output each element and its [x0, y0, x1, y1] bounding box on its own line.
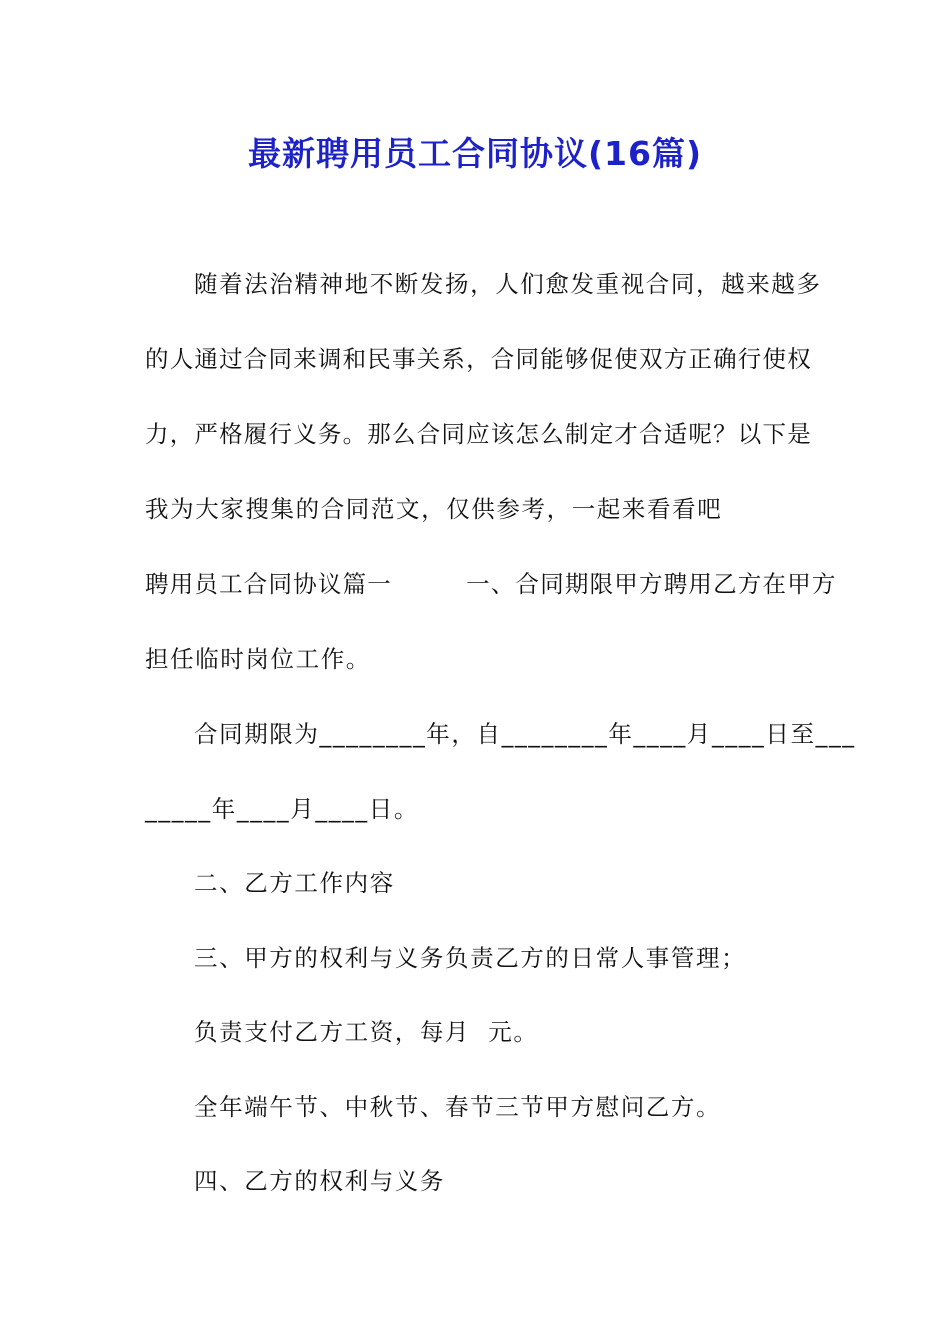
paragraph-line: _____年____月____日。: [145, 795, 419, 823]
paragraph-line: 我为大家搜集的合同范文，仅供参考，一起来看看吧: [145, 495, 723, 523]
paragraph-line: 担任临时岗位工作。: [145, 645, 371, 673]
paragraph-line: 全年端午节、中秋节、春节三节甲方慰问乙方。: [194, 1093, 722, 1121]
section-heading: 四、乙方的权利与义务: [194, 1167, 445, 1195]
paragraph-line: 力，严格履行义务。那么合同应该怎么制定才合适呢？以下是: [145, 420, 812, 448]
paragraph-line: 随着法治精神地不断发扬，人们愈发重视合同，越来越多: [194, 270, 822, 298]
section-heading: 三、甲方的权利与义务负责乙方的日常人事管理；: [194, 944, 747, 972]
paragraph-line: 的人通过合同来调和民事关系，合同能够促使双方正确行使权: [145, 345, 812, 373]
paragraph-line: 合同期限为________年，自________年____月____日至___: [194, 720, 856, 748]
section-heading: 二、乙方工作内容: [194, 869, 395, 897]
document-title: 最新聘用员工合同协议(16篇): [247, 134, 703, 173]
paragraph-line: 负责支付乙方工资，每月 元。: [194, 1018, 539, 1046]
paragraph-line: 聘用员工合同协议篇一 一、合同期限甲方聘用乙方在甲方: [145, 570, 837, 598]
